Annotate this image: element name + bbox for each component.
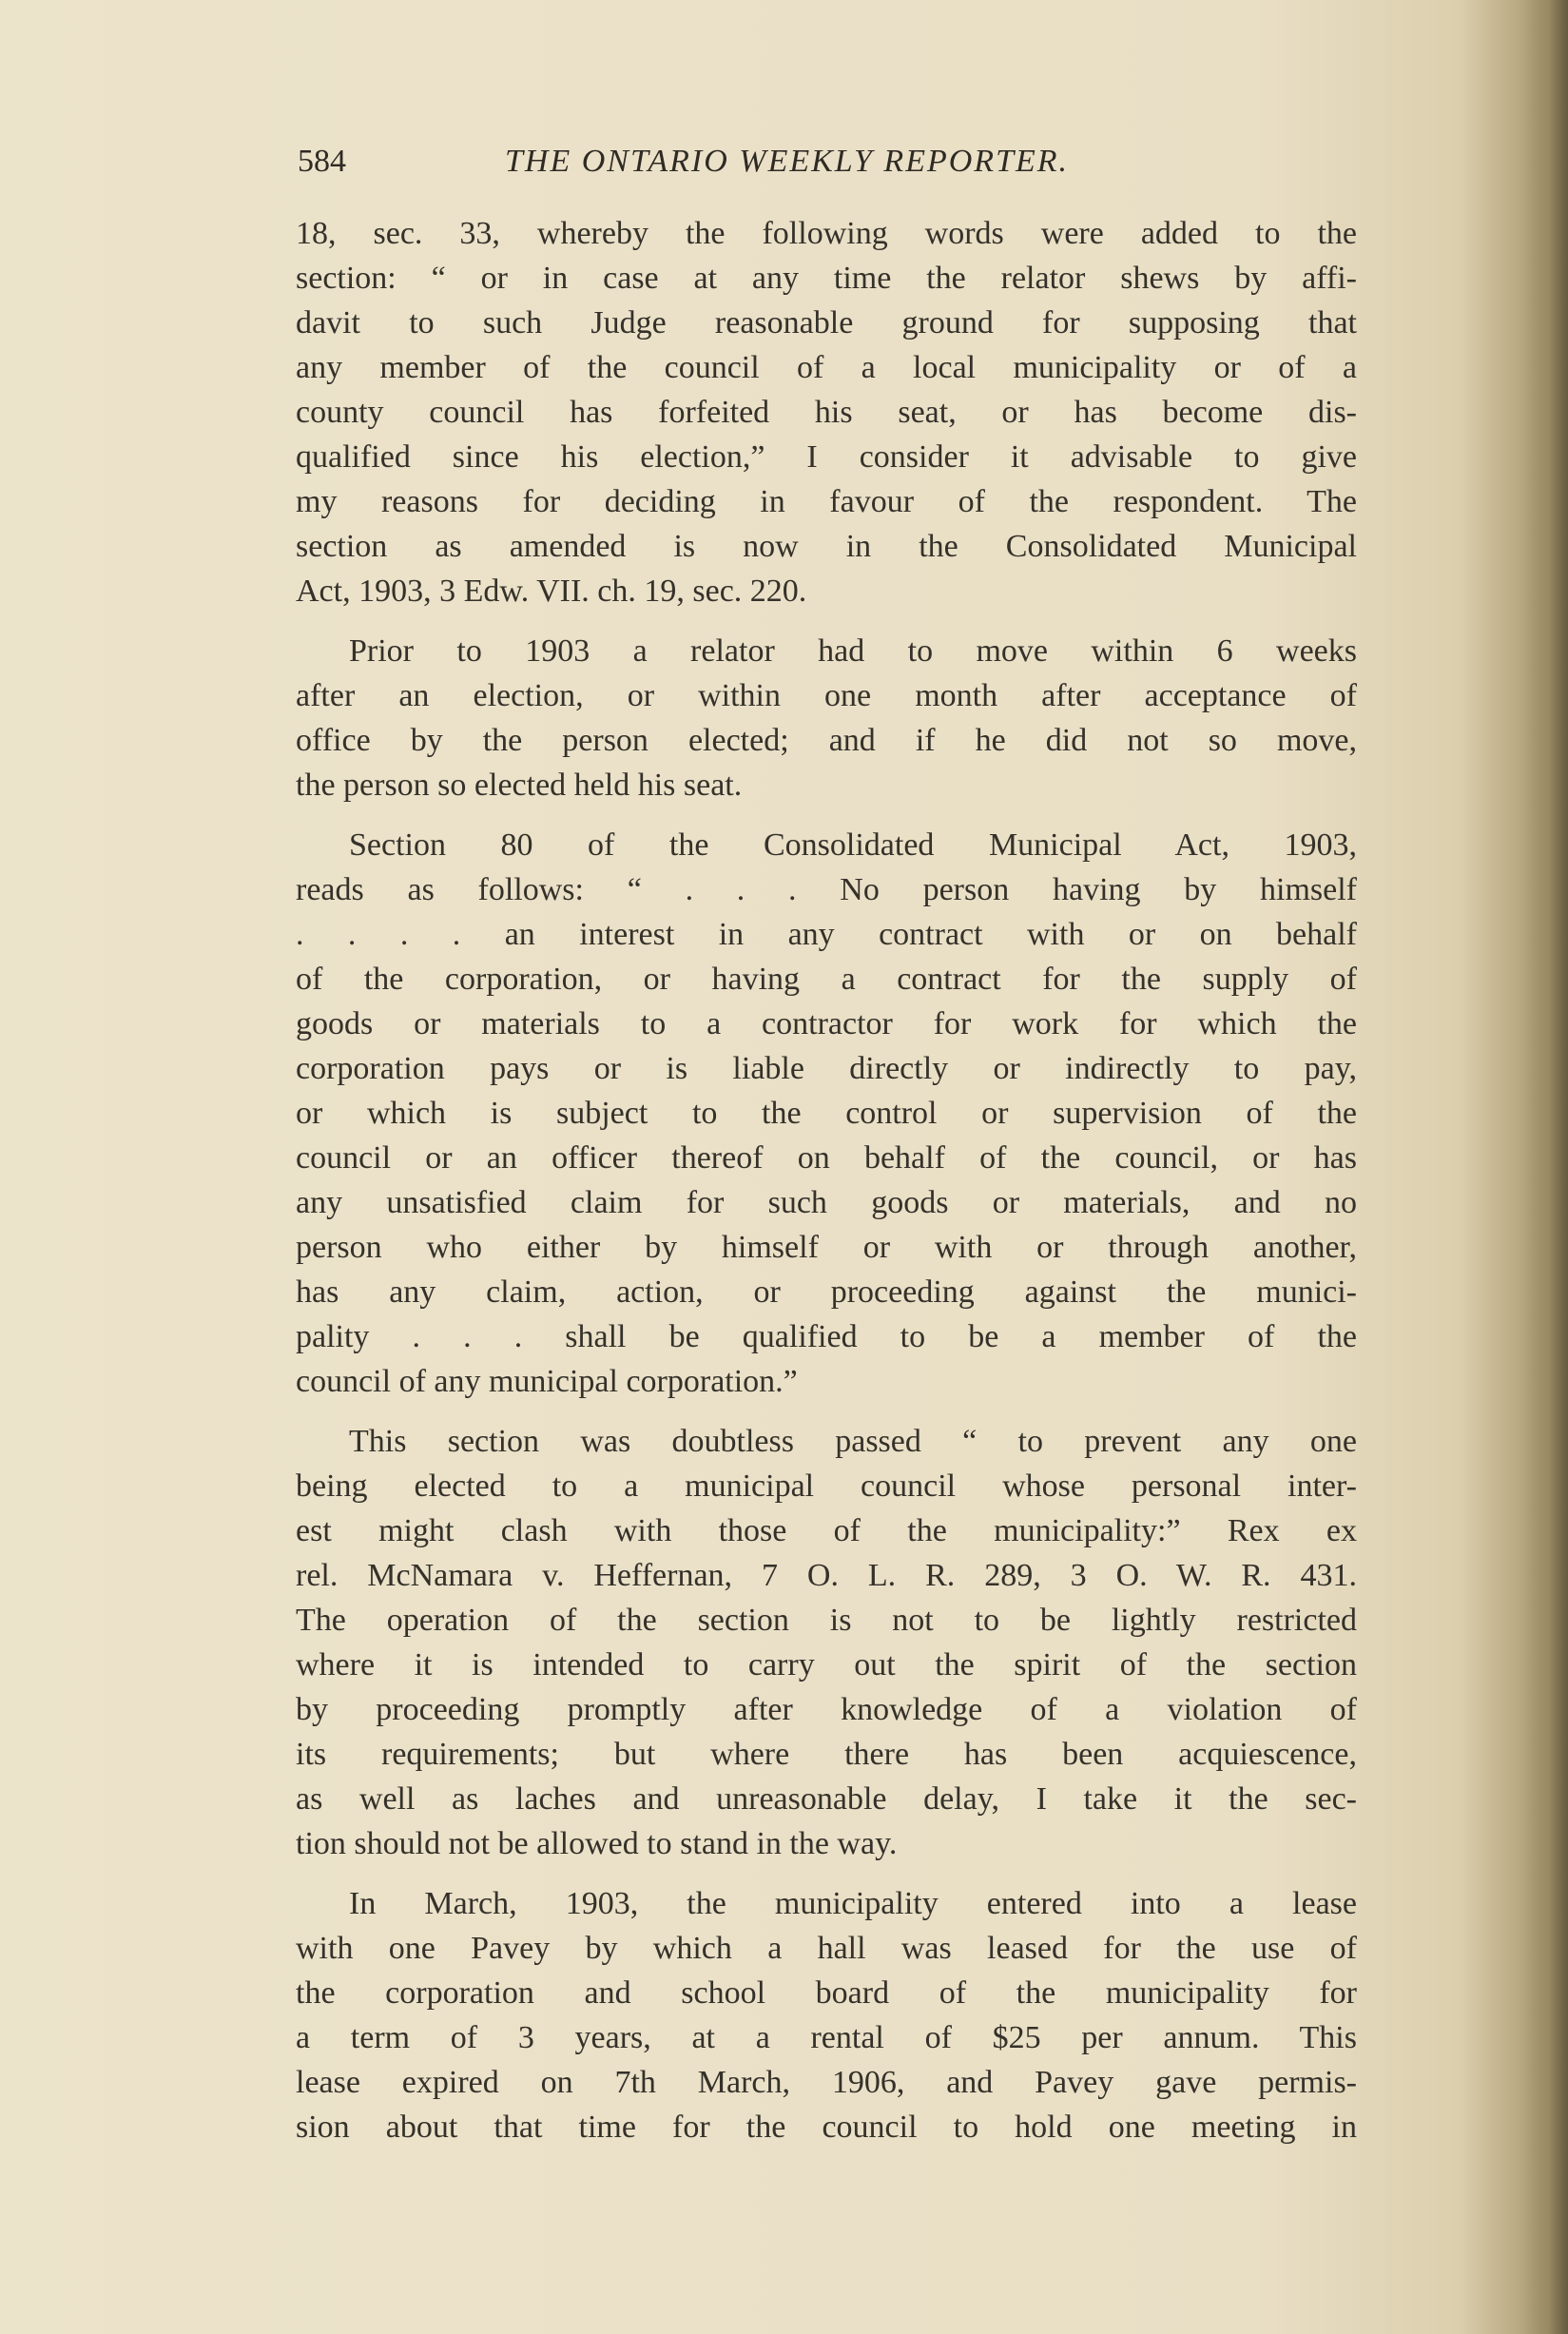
- text-line: tion should not be allowed to stand in the way.: [296, 1826, 898, 1861]
- text-line: . . . . an interest in any contract with or on behalf: [296, 917, 1357, 952]
- text-line: Act, 1903, 3 Edw. VII. ch. 19, sec. 220.: [296, 574, 807, 609]
- text-line: goods or materials to a contractor for work for which the: [296, 1006, 1357, 1041]
- text-line: lease expired on 7th March, 1906, and Pavey gave permis-: [296, 2065, 1357, 2100]
- text-line: any member of the council of a local municipality or of a: [296, 350, 1357, 385]
- text-line: where it is intended to carry out the spirit of the section: [296, 1647, 1357, 1682]
- page-header: [298, 141, 1353, 188]
- paragraph-5: [296, 1881, 1357, 2149]
- text-line: office by the person elected; and if he did not so move,: [296, 723, 1357, 758]
- text-line: with one Pavey by which a hall was leased for the use of: [296, 1931, 1357, 1966]
- text-line: section as amended is now in the Consolidated Municipal: [296, 529, 1357, 564]
- text-line: council or an officer thereof on behalf of the council, or has: [296, 1140, 1357, 1176]
- text-line: corporation pays or is liable directly or indirectly to pay,: [296, 1051, 1357, 1086]
- text-line: its requirements; but where there has been acquiescence,: [296, 1737, 1357, 1772]
- text-line: The operation of the section is not to be lightly restricted: [296, 1603, 1357, 1638]
- text-line: Prior to 1903 a relator had to move within 6 weeks: [349, 633, 1357, 669]
- text-line: the corporation and school board of the municipality for: [296, 1975, 1357, 2011]
- text-line: council of any municipal corporation.”: [296, 1364, 798, 1399]
- text-line: as well as laches and unreasonable delay, I take it the sec-: [296, 1781, 1357, 1817]
- paragraph-4: [296, 1419, 1357, 1866]
- paragraph-1: [296, 211, 1357, 613]
- text-line: the person so elected held his seat.: [296, 768, 743, 803]
- running-title: THE ONTARIO WEEKLY REPORTER.: [505, 144, 1070, 179]
- paragraph-3: [296, 823, 1357, 1404]
- text-line: being elected to a municipal council whose personal inter-: [296, 1468, 1357, 1504]
- text-line: qualified since his election,” I consider it advisable to give: [296, 439, 1357, 475]
- text-line: person who either by himself or with or through another,: [296, 1230, 1357, 1265]
- paragraph-2: [296, 629, 1357, 807]
- text-line: county council has forfeited his seat, or has become dis-: [296, 395, 1357, 430]
- text-line: est might clash with those of the municipality:” Rex ex: [296, 1513, 1357, 1548]
- page-edge-shadow: [1524, 0, 1568, 2334]
- text-line: by proceeding promptly after knowledge of a violation of: [296, 1692, 1357, 1727]
- text-line: after an election, or within one month after acceptance of: [296, 678, 1357, 713]
- text-line: davit to such Judge reasonable ground for supposing that: [296, 305, 1357, 340]
- text-line: reads as follows: “ . . . No person having by himself: [296, 872, 1357, 907]
- text-line: sion about that time for the council to hold one meeting in: [296, 2110, 1357, 2145]
- body-text: [296, 211, 1357, 2149]
- text-line: rel. McNamara v. Heffernan, 7 O. L. R. 289, 3 O. W. R. 431.: [296, 1558, 1357, 1593]
- text-line: of the corporation, or having a contract for the supply of: [296, 962, 1357, 997]
- text-line: or which is subject to the control or supervision of the: [296, 1096, 1357, 1131]
- text-line: section: “ or in case at any time the relator shews by affi-: [296, 261, 1357, 296]
- text-line: Section 80 of the Consolidated Municipal Act, 1903,: [349, 827, 1357, 863]
- text-line: pality . . . shall be qualified to be a member of the: [296, 1319, 1357, 1354]
- text-line: This section was doubtless passed “ to prevent any one: [349, 1424, 1357, 1459]
- text-line: 18, sec. 33, whereby the following words were added to the: [296, 216, 1357, 251]
- text-line: my reasons for deciding in favour of the respondent. The: [296, 484, 1357, 519]
- text-line: a term of 3 years, at a rental of $25 per annum. This: [296, 2020, 1357, 2055]
- page-number: 584: [298, 144, 346, 179]
- text-line: In March, 1903, the municipality entered into a lease: [349, 1886, 1357, 1921]
- text-line: any unsatisfied claim for such goods or materials, and no: [296, 1185, 1357, 1220]
- text-line: has any claim, action, or proceeding against the munici-: [296, 1274, 1357, 1310]
